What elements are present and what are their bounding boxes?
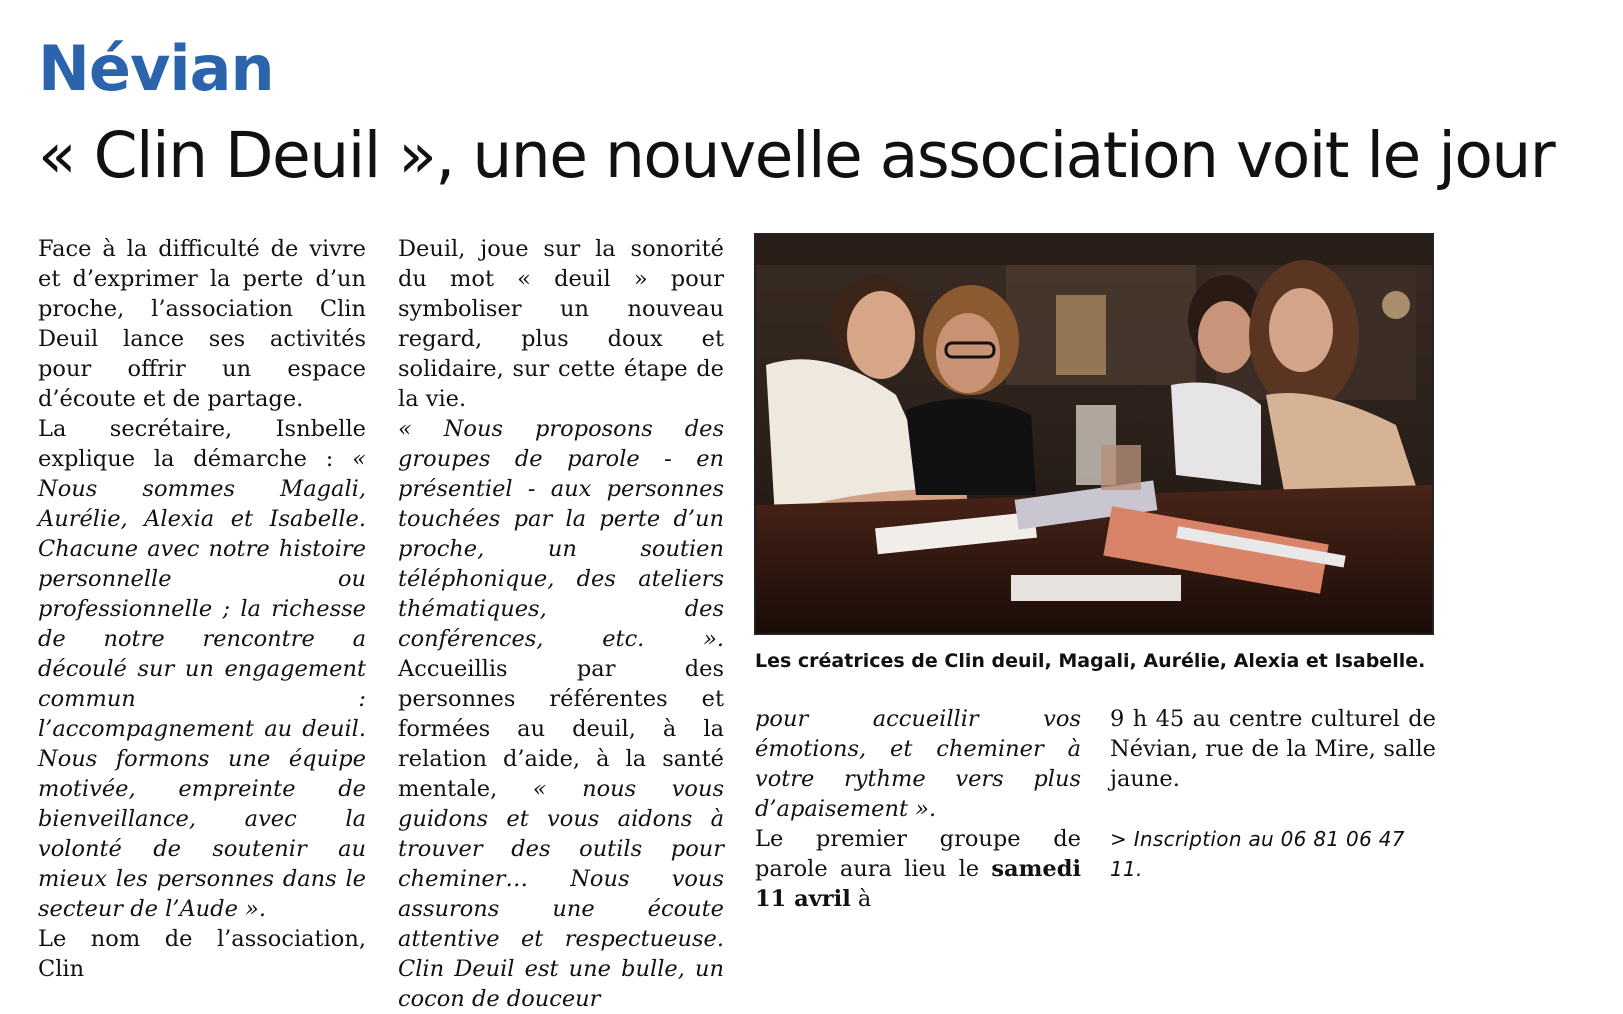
services-quote: « Nous proposons des groupes de parole - en présentiel - aux personnes touchées par la perte d’un proche, un soutien téléphonique, des ateliers thématiques, des conférences, etc. ». bbox=[398, 416, 724, 652]
secretary-intro-text: La secrétaire, Isnbelle explique la démarche : bbox=[38, 416, 366, 472]
services-text: Accueillis par des personnes référentes et formées au deuil, à la relation d’aide, à la santé mentale, bbox=[398, 656, 724, 802]
article-column-1 bbox=[38, 234, 366, 984]
paragraph-services bbox=[398, 414, 724, 1014]
article-column-4 bbox=[1110, 704, 1436, 884]
secretary-quote: « Nous sommes Magali, Aurélie, Alexia et Isabelle. Chacune avec notre histoire personnelle ou professionnelle ; la richesse de notre rencontre a découlé sur un engagement commun : l’accompagnement au deuil. Nous formons une équipe motivée, empreinte de bienveillance, avec la volonté de soutenir au mieux les personnes dans le secteur de l’Aude ». bbox=[38, 446, 366, 922]
founders-photo-illustration bbox=[756, 235, 1432, 633]
paragraph-name-meaning: Deuil, joue sur la sonorité du mot « deuil » pour symboliser un nouveau regard, plus doux et solidaire, sur cette étape de la vie. bbox=[398, 236, 724, 412]
article-column-3 bbox=[755, 704, 1081, 914]
photo-caption: Les créatrices de Clin deuil, Magali, Aurélie, Alexia et Isabelle. bbox=[755, 650, 1426, 672]
paragraph-name-start: Le nom de l’association, Clin bbox=[38, 926, 366, 982]
first-group-date: samedi 11 avril bbox=[755, 856, 1081, 912]
article-photo bbox=[754, 233, 1434, 635]
paragraph-venue: 9 h 45 au centre culturel de Névian, rue de la Mire, salle jaune. bbox=[1110, 706, 1436, 792]
article-column-2 bbox=[398, 234, 724, 1014]
paragraph-secretary bbox=[38, 414, 366, 924]
paragraph-intro: Face à la difficulté de vivre et d’exprimer la perte d’un proche, l’association Clin Deuil lance ses activités pour offrir un espace d’écoute et de partage. bbox=[38, 236, 366, 412]
quote-ending: pour accueillir vos émotions, et cheminer à votre rythme vers plus d’apaisement ». bbox=[755, 706, 1081, 822]
first-group-text-end: à bbox=[850, 886, 872, 912]
section-kicker: Névian bbox=[38, 32, 274, 105]
first-group-text: Le premier groupe de parole aura lieu le bbox=[755, 826, 1081, 882]
article-headline: « Clin Deuil », une nouvelle association voit le jour bbox=[38, 119, 1555, 192]
inscription-phone: > Inscription au 06 81 06 47 11. bbox=[1110, 827, 1405, 881]
guidance-quote: « nous vous guidons et vous aidons à trouver des outils pour cheminer… Nous vous assurons une écoute attentive et respectueuse. Clin Deuil est une bulle, un cocon de douceur bbox=[398, 776, 724, 1012]
paragraph-first-group bbox=[755, 824, 1081, 914]
